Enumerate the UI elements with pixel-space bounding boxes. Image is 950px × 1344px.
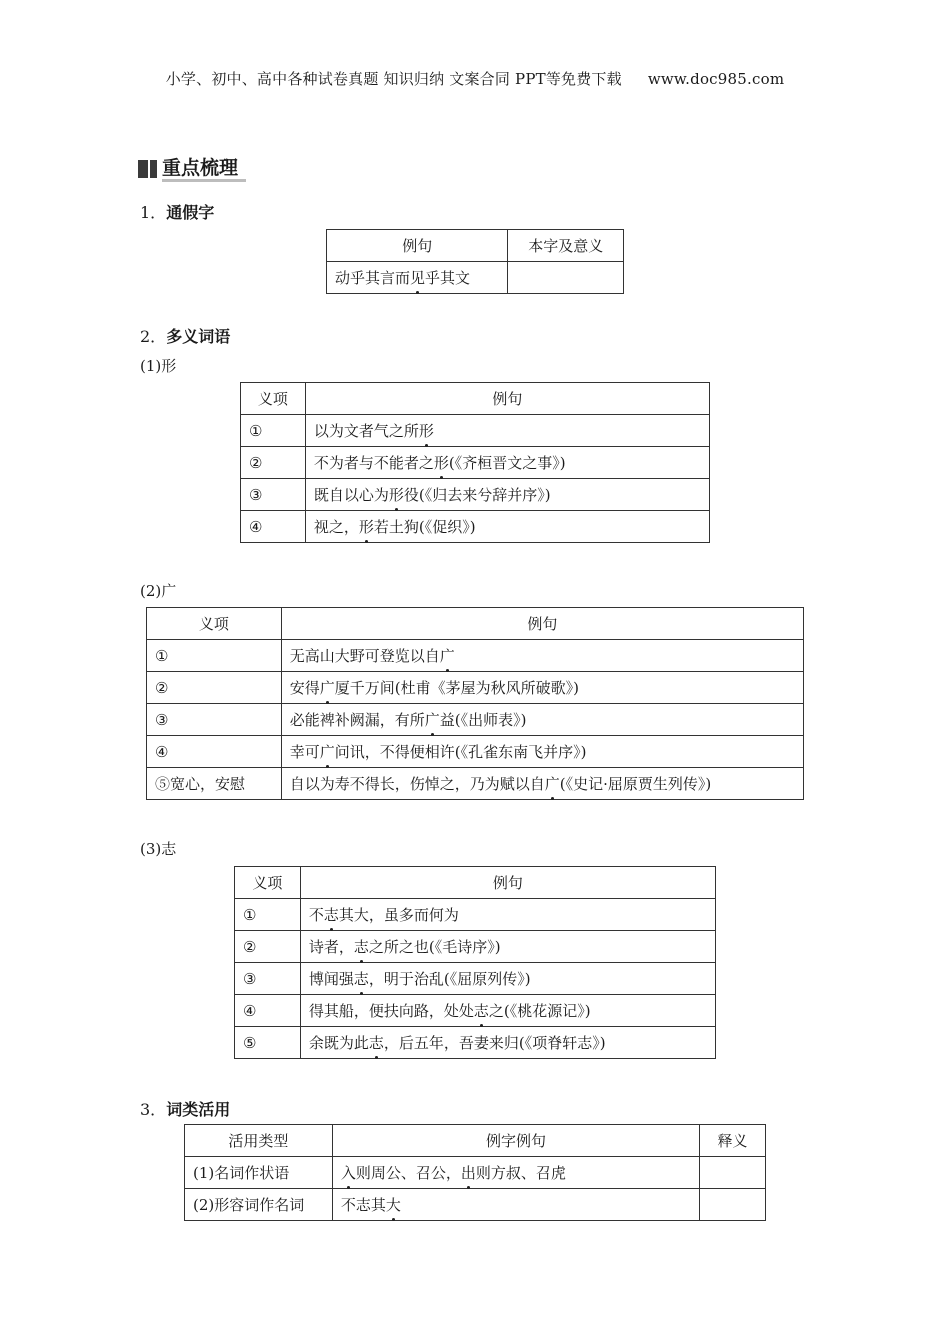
table-row: ③ 必能裨补阙漏，有所广益(《出师表》) xyxy=(147,704,804,736)
emphasis-dot: 形 xyxy=(358,518,374,536)
table-row: ④ 视之，形若土狗(《促织》) xyxy=(241,511,710,543)
emphasis-dot: 志 xyxy=(353,970,369,988)
table-row: ② 安得广厦千万间(杜甫《茅屋为秋风所破歌》) xyxy=(147,672,804,704)
emphasis-dot: 广 xyxy=(439,647,455,665)
emphasis-dot: 形 xyxy=(388,486,404,504)
emphasis-dot: 广 xyxy=(319,679,335,697)
table-zhi xyxy=(234,866,716,1059)
table-row: ④ 幸可广问讯，不得便相许(《孔雀东南飞并序》) xyxy=(147,736,804,768)
emphasis-dot: 形 xyxy=(433,454,449,472)
table-tongjia xyxy=(326,229,624,294)
table-row: ② 诗者，志之所之也(《毛诗序》) xyxy=(235,931,716,963)
table-header-row: 义项 例句 xyxy=(241,383,710,415)
subheading-guang: (2)广 xyxy=(140,582,177,600)
section-title: 重点梳理 xyxy=(162,157,246,182)
table-row: ① 以为文者气之所形 xyxy=(241,415,710,447)
emphasis-dot: 见 xyxy=(410,269,426,287)
page-header xyxy=(0,68,950,89)
emphasis-dot: 志 xyxy=(473,1002,489,1020)
emphasis-dot: 志 xyxy=(323,906,339,924)
table-guang xyxy=(146,607,804,800)
subheading-xing: (1)形 xyxy=(140,357,177,375)
table-row: (1)名词作状语 入则周公、召公，出则方叔、召虎 xyxy=(185,1157,766,1189)
table-header-row: 义项 例句 xyxy=(235,867,716,899)
emphasis-dot: 形 xyxy=(418,422,434,440)
table-row: ② 不为者与不能者之形(《齐桓晋文之事》) xyxy=(241,447,710,479)
emphasis-dot: 广 xyxy=(424,711,440,729)
table-row: ⑤ 余既为此志，后五年，吾妻来归(《项脊轩志》) xyxy=(235,1027,716,1059)
table-row xyxy=(327,262,624,294)
table-xing xyxy=(240,382,710,543)
emphasis-dot: 大 xyxy=(385,1196,401,1214)
section-heading xyxy=(138,156,246,182)
heading-cilei: 3．词类活用 xyxy=(140,1100,231,1119)
header-cell: 例句 xyxy=(327,230,508,262)
table-row: ③ 既自以心为形役(《归去来兮辞并序》) xyxy=(241,479,710,511)
section-marker-icon xyxy=(138,160,157,178)
example-cell: 动乎其言而见乎其文 xyxy=(327,262,508,294)
emphasis-dot: 入 xyxy=(340,1164,356,1182)
emphasis-dot: 广 xyxy=(319,743,335,761)
meaning-cell xyxy=(508,262,624,294)
table-row: ① 不志其大，虽多而何为 xyxy=(235,899,716,931)
emphasis-dot: 广 xyxy=(544,775,560,793)
subheading-zhi: (3)志 xyxy=(140,840,177,858)
table-row: ① 无高山大野可登览以自广 xyxy=(147,640,804,672)
emphasis-dot: 出 xyxy=(460,1164,476,1182)
table-row: ④ 得其船，便扶向路，处处志之(《桃花源记》) xyxy=(235,995,716,1027)
emphasis-dot: 志 xyxy=(353,938,369,956)
heading-duoyi: 2．多义词语 xyxy=(140,327,231,346)
table-row: (2)形容词作名词 不志其大 xyxy=(185,1189,766,1221)
emphasis-dot: 志 xyxy=(368,1034,384,1052)
table-cilei xyxy=(184,1124,766,1221)
table-row: ③ 博闻强志，明于治乱(《屈原列传》) xyxy=(235,963,716,995)
header-site: www.doc985.com xyxy=(647,70,785,88)
heading-tongjia: 1．通假字 xyxy=(140,203,215,222)
header-cell: 本字及意义 xyxy=(508,230,624,262)
header-text: 小学、初中、高中各种试卷真题 知识归纳 文案合同 PPT等免费下载 xyxy=(165,70,622,88)
table-header-row: 义项 例句 xyxy=(147,608,804,640)
table-header-row: 活用类型 例字例句 释义 xyxy=(185,1125,766,1157)
table-row: ⑤宽心，安慰 自以为寿不得长，伤悼之，乃为赋以自广(《史记·屈原贾生列传》) xyxy=(147,768,804,800)
table-header-row xyxy=(327,230,624,262)
